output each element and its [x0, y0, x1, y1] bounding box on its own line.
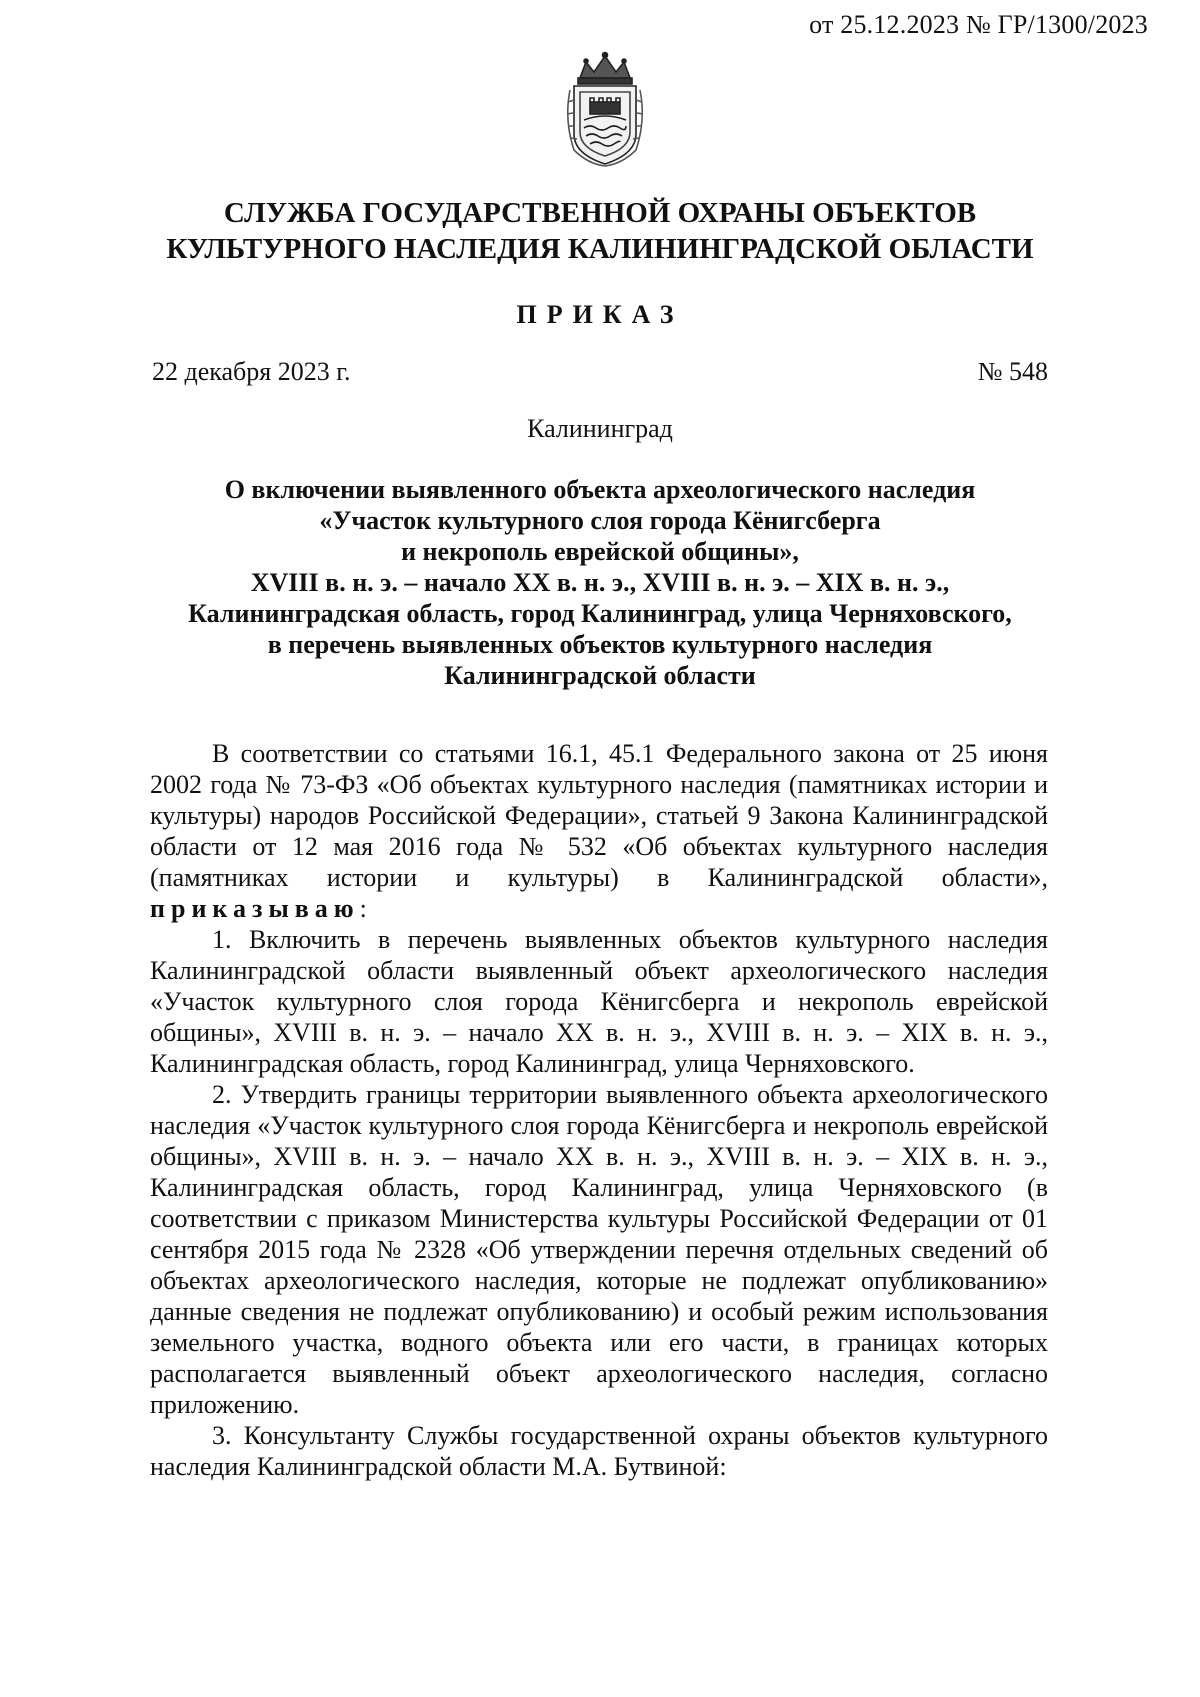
agency-name-line: СЛУЖБА ГОСУДАРСТВЕННОЙ ОХРАНЫ ОБЪЕКТОВ [223, 197, 977, 229]
order-item-2: 2. Утвердить границы территории выявленного объекта археологического наследия «Участок культурного слоя города Кёнигсберга и некрополь еврейской общины», XVIII в. н. э. – начало XX в. н. э., XVIII в. н. э. – XIX в. н. э., Калининградская область, город Калининград, улица Черняховского (в соответствии с приказом Министерства культуры Российской Федерации от 01 сентября 2015 года № 2328 «Об утверждении перечня отдельных сведений об объектах археологического наследия, которые не подлежат опубликованию» данные сведения не подлежат опубликованию) и особый режим использования земельного участка, водного объекта или его части, в границах которых располагается выявленный объект археологического наследия, согласно приложению. [150, 1080, 1048, 1419]
title-line: Калининградская область, город Калининград, улица Черняховского, [188, 599, 1012, 628]
document-title [150, 474, 1050, 691]
title-line: в перечень выявленных объектов культурного наследия [267, 630, 933, 659]
title-line: «Участок культурного слоя города Кёнигсберга [319, 506, 881, 535]
title-line: Калининградской области [444, 661, 756, 690]
document-city: Калининград [527, 414, 673, 443]
title-line: О включении выявленного объекта археологического наследия [224, 475, 976, 504]
kaliningrad-coat-of-arms-icon [560, 50, 650, 168]
document-body [150, 738, 1048, 1482]
document-number: № 548 [977, 357, 1048, 386]
agency-name-line: КУЛЬТУРНОГО НАСЛЕДИЯ КАЛИНИНГРАДСКОЙ ОБЛАСТИ [166, 233, 1034, 265]
title-line: XVIII в. н. э. – начало XX в. н. э., XVIII в. н. э. – XIX в. н. э., [250, 568, 950, 597]
order-item-3: 3. Консультанту Службы государственной охраны объектов культурного наследия Калининградской области М.А. Бутвиной: [150, 1421, 1048, 1481]
order-item-1: 1. Включить в перечень выявленных объектов культурного наследия Калининградской области выявленный объект археологического наследия «Участок культурного слоя города Кёнигсберга и некрополь еврейской общины», XVIII в. н. э. – начало XX в. н. э., XVIII в. н. э. – XIX в. н. э., Калининградская область, город Калининград, улица Черняховского. [150, 925, 1048, 1078]
order-colon: : [359, 894, 367, 923]
document-type: ПРИКАЗ [516, 300, 684, 329]
order-word: приказываю [150, 894, 360, 923]
preamble-text: В соответствии со статьями 16.1, 45.1 Федерального закона от 25 июня 2002 года № 73-ФЗ «Об объектах культурного наследия (памятниках истории и культуры) народов Российской Федерации», статьей 9 Закона Калининградской области от 12 мая 2016 года № 532 «Об объектах культурного наследия (памятниках истории и культуры) в Калининградской области», [150, 739, 1048, 892]
document-date: 22 декабря 2023 г. [152, 357, 351, 386]
title-line: и некрополь еврейской общины», [401, 537, 799, 566]
preamble-paragraph [150, 738, 1048, 924]
agency-name [0, 195, 1200, 267]
registration-stamp: от 25.12.2023 № ГР/1300/2023 [809, 10, 1148, 39]
